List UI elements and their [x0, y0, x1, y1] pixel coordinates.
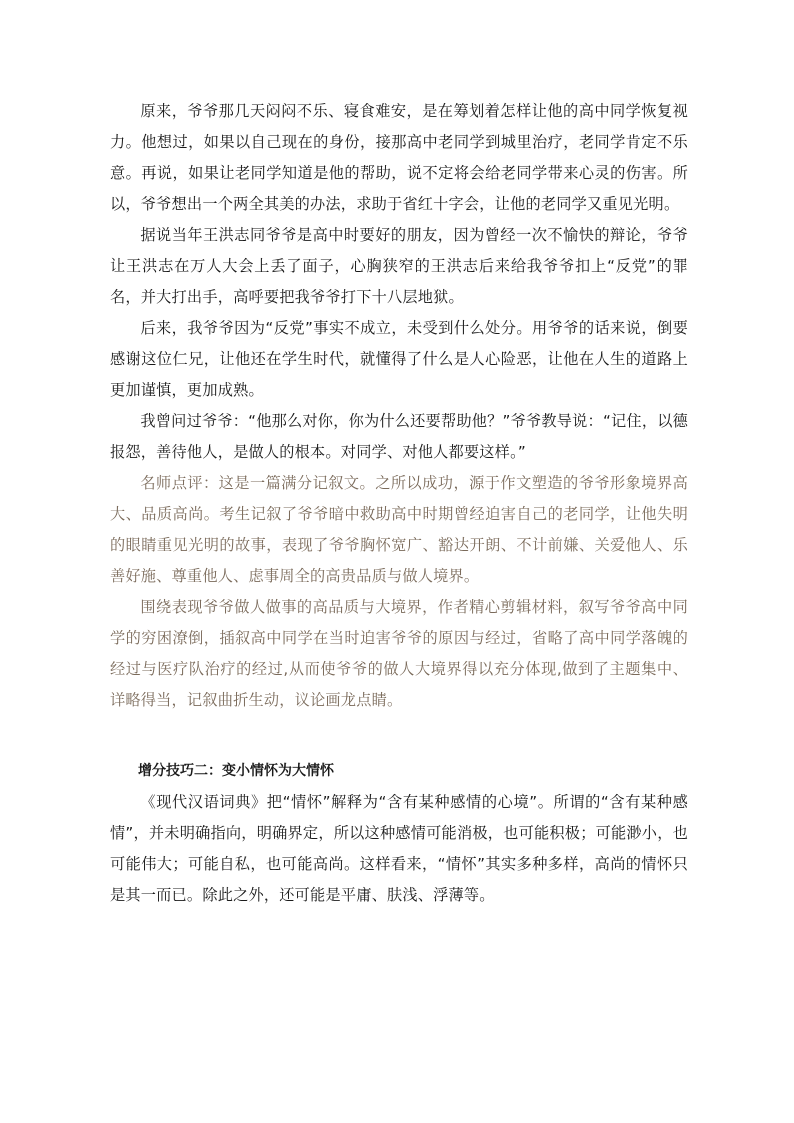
teacher-comment-paragraph-1: 名师点评：这是一篇满分记叙文。之所以成功，源于作文塑造的爷爷形象境界高大、品质高尚。考生记叙了爷爷暗中救助高中时期曾经迫害自己的老同学，让他失明的眼睛重见光明的故事，表现了爷爷胸怀宽广、豁达开朗、不计前嫌、关爱他人、乐善好施、尊重他人、虑事周全的高贵品质与做人境界。	[110, 474, 688, 585]
story-paragraph-1: 原来，爷爷那几天闷闷不乐、寝食难安，是在筹划着怎样让他的高中同学恢复视力。他想过，如果以自己现在的身份，接那高中老同学到城里治疗，老同学肯定不乐意。再说，如果让老同学知道是他的帮助，说不定将会给老同学带来心灵的伤害。所以，爷爷想出一个两全其美的办法，求助于省红十字会，让他的老同学又重见光明。	[110, 102, 688, 213]
section-title: 增分技巧二：变小情怀为大情怀	[138, 763, 334, 779]
section-body-paragraph: 《现代汉语词典》把“情怀”解释为“含有某种感情的心境”。所谓的“含有某种感情”，并未明确指向，明确界定，所以这种感情可能消极，也可能积极；可能渺小，也可能伟大；可能自私，也可能高尚。这样看来，“情怀”其实多种多样，高尚的情怀只是其一而已。除此之外，还可能是平庸、肤浅、浮薄等。	[110, 793, 688, 904]
document-page	[110, 96, 688, 911]
story-paragraph-2: 据说当年王洪志同爷爷是高中时要好的朋友，因为曾经一次不愉快的辩论，爷爷让王洪志在万人大会上丢了面子，心胸狭窄的王洪志后来给我爷爷扣上“反党”的罪名，并大打出手，高呼要把我爷爷打下十八层地狱。	[110, 226, 688, 306]
story-paragraph-3: 后来，我爷爷因为“反党”事实不成立，未受到什么处分。用爷爷的话来说，倒要感谢这位仁兄，让他还在学生时代，就懂得了什么是人心险恶，让他在人生的道路上更加谨慎，更加成熟。	[110, 319, 688, 399]
story-paragraph-4: 我曾问过爷爷：“他那么对你，你为什么还要帮助他？”爷爷教导说：“记住，以德报怨，善待他人，是做人的根本。对同学、对他人都要这样。”	[110, 412, 688, 461]
teacher-comment-paragraph-2: 围绕表现爷爷做人做事的高品质与大境界，作者精心剪辑材料，叙写爷爷高中同学的穷困潦倒，插叙高中同学在当时迫害爷爷的原因与经过，省略了高中同学落魄的经过与医疗队治疗的经过,从而使爷爷的做人大境界得以充分体现,做到了主题集中、详略得当，记叙曲折生动，议论画龙点睛。	[110, 598, 688, 709]
